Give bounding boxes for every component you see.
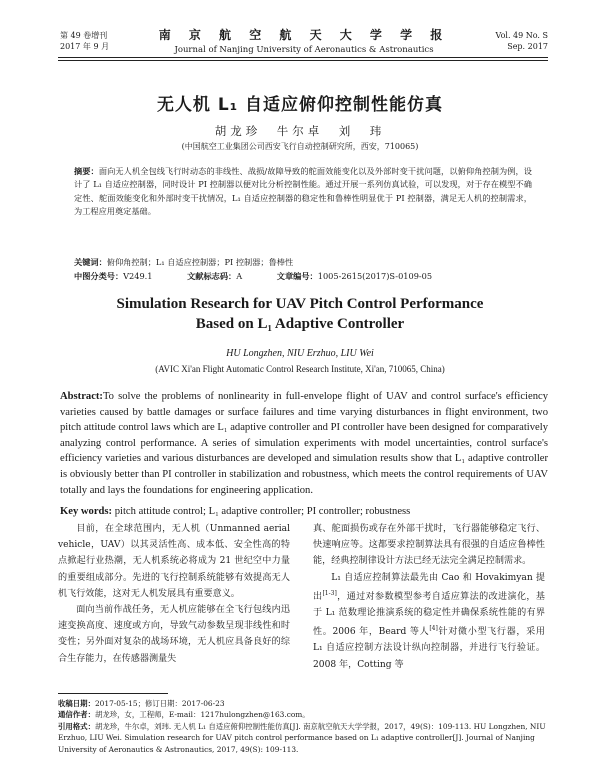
keywords-cn bbox=[74, 257, 532, 268]
journal-name-cn: 南 京 航 空 航 天 大 学 学 报 bbox=[158, 28, 450, 42]
body-paragraph bbox=[313, 570, 545, 673]
title-en-line1: Simulation Research for UAV Pitch Control Performance bbox=[116, 296, 484, 312]
footnote-cite bbox=[58, 721, 548, 755]
abstract-en bbox=[60, 389, 548, 498]
body-paragraph: 真、舵面损伤或存在外部干扰时，飞行器能够稳定飞行、快速响应等。这都要求控制算法具有很强的自适应鲁棒性能，经典控制律设计方法已经无法完全满足控制需求。 bbox=[313, 524, 545, 567]
received-value: 2017-05-15；修订日期：2017-06-23 bbox=[94, 699, 225, 708]
abstract-cn bbox=[74, 165, 532, 219]
author-value: 胡龙珍，女，工程师，E-mail：1217hulongzhen@163.com。 bbox=[94, 710, 310, 720]
doc-code-label: 文献标志码： bbox=[187, 271, 237, 281]
header-center bbox=[60, 26, 548, 55]
journal-name-en: Journal of Nanjing University of Aeronautics & Astronautics bbox=[174, 45, 434, 55]
body-text: L₁ 自适应控制算法最先由 Cao 和 Hovakimyan 提出 bbox=[313, 572, 545, 602]
body-text: ，通过对参数模型参考自适应算法的改进演化，基于 L₁ 范数理论推演系统的稳定性并确保系统性能的有界性。2006 年，Beard 等人 bbox=[313, 591, 545, 638]
keywords-en-label: Key words: bbox=[60, 506, 113, 517]
classification-line bbox=[74, 271, 532, 282]
abstract-en-label: Abstract: bbox=[60, 391, 103, 402]
title-en bbox=[0, 294, 600, 334]
volume-cn: 第 49 卷增刊 bbox=[60, 31, 108, 40]
affiliation-en: (AVIC Xi'an Flight Automatic Control Research Institute, Xi'an, 710065, China) bbox=[155, 364, 445, 374]
cite-label: 引用格式： bbox=[58, 721, 95, 731]
authors-cn: 胡龙珍 牛尔卓 刘 玮 bbox=[214, 124, 386, 138]
body-column-left bbox=[58, 521, 290, 667]
footnote-author bbox=[58, 709, 548, 720]
clc-value: V249.1 bbox=[123, 271, 153, 281]
cite-value: 胡龙珍，牛尔卓，刘玮. 无人机 L₁ 自适应俯仰控制性能仿真[J]. 南京航空航天大学学报，2017，49(S)：109-113. HU Longzhen, NIU Erzhuo, LIU Wei. Simulation research for UAV pitch control performance based on L₁ adaptive controller[J]. Journal of Nanjing University of Aeronautics & Astronautics, 2017, 49(S): 109-113. bbox=[58, 721, 546, 754]
title-en-line2: Based on L₁ Adaptive Controller bbox=[195, 316, 405, 332]
abstract-cn-text: 面向无人机全包线飞行时动态的非线性、战损/故障导致的舵面效能变化以及外部时变干扰问题，以俯仰角控制为例，设计了 L₁ 自适应控制器，同时设计 PI 控制器以便对比分析控制性能。通过开展一系列仿真试验，可以发现，对于存在模型不确定性、舵面效能变化和外部时变干扰情况，L₁ 自适应控制器的稳定性和鲁棒性明显优于 PI 控制器，满足无人机的控制需求，为工程应用奠定基础。 bbox=[74, 166, 532, 217]
keywords-en-text: pitch attitude control; L₁ adaptive controller; PI controller; robustness bbox=[114, 506, 411, 517]
date-en: Sep. 2017 bbox=[507, 42, 548, 51]
body-text: 针对微小型飞行器，采用 L₁ 自适应控制方法设计纵向控制器，并进行飞行验证。2008 年，Cotting 等 bbox=[313, 627, 545, 670]
volume-en: Vol. 49 No. S bbox=[495, 31, 548, 40]
title-cn: 无人机 L₁ 自适应俯仰控制性能仿真 bbox=[156, 95, 444, 115]
date-cn: 2017 年 9 月 bbox=[60, 42, 110, 51]
abstract-cn-label: 摘要： bbox=[74, 166, 99, 176]
clc-label: 中图分类号： bbox=[74, 271, 124, 281]
header-rule-thin bbox=[58, 60, 548, 61]
body-paragraph: 面向当前作战任务，无人机应能够在全飞行包线内迅速变换高度、速度或方向，导致气动参数呈现非线性和时变性；另外面对复杂的战场环境，无人机应具备良好的综合生存能力，在传感器测量失 bbox=[58, 605, 290, 664]
header-right bbox=[496, 30, 548, 52]
footnote-rule bbox=[58, 693, 168, 694]
keywords-en bbox=[60, 506, 548, 517]
author-label: 通信作者： bbox=[58, 710, 95, 720]
footnote-received bbox=[58, 698, 548, 709]
footnotes bbox=[58, 698, 548, 755]
authors-en: HU Longzhen, NIU Erzhuo, LIU Wei bbox=[226, 348, 374, 359]
body-paragraph: 目前，在全球范围内，无人机（Unmanned aerial vehicle，UAV）以其灵活性高、成本低、安全性高的特点掀起行业热潮，无人机系统必将成为 21 世纪空中力量的重要组成部分。先进的飞行控制系统能够有效提高无人机飞行效能，这对无人机发展具有重要意义。 bbox=[58, 524, 290, 599]
article-no-label: 文章编号： bbox=[276, 271, 318, 281]
received-label: 收稿日期： bbox=[58, 699, 95, 708]
citation-ref: [4] bbox=[429, 625, 438, 633]
affiliation-cn: (中国航空工业集团公司西安飞行自动控制研究所，西安，710065) bbox=[181, 142, 419, 151]
doc-code-value: A bbox=[236, 271, 243, 281]
running-header bbox=[60, 8, 548, 56]
abstract-en-text: To solve the problems of nonlinearity in full-envelope flight of UAV and control surface's efficiency varieties caused by battle damages or surface failures and time varying disturbances in flight environment, two pitch attitude control laws which are L₁ adaptive controller and PI controller have been designed for comparatively analyzing control performance. A series of simulation experiments with model uncertainties, control surface's efficiency varieties and various disturbances are developed and simulation results show that L₁ adaptive controller is obviously better than PI controller in stabilization and robustness, which meets the control requirements of UAV totally and lays the foundations for engineering application. bbox=[60, 391, 548, 496]
article-no-value: 1005-2615(2017)S-0109-05 bbox=[317, 271, 433, 281]
citation-ref: [1-3] bbox=[322, 589, 337, 597]
keywords-cn-label: 关键词： bbox=[74, 257, 107, 267]
header-rule bbox=[58, 57, 548, 58]
body-column-right bbox=[313, 521, 545, 673]
keywords-cn-text: 俯仰角控制；L₁ 自适应控制器；PI 控制器；鲁棒性 bbox=[106, 257, 294, 267]
